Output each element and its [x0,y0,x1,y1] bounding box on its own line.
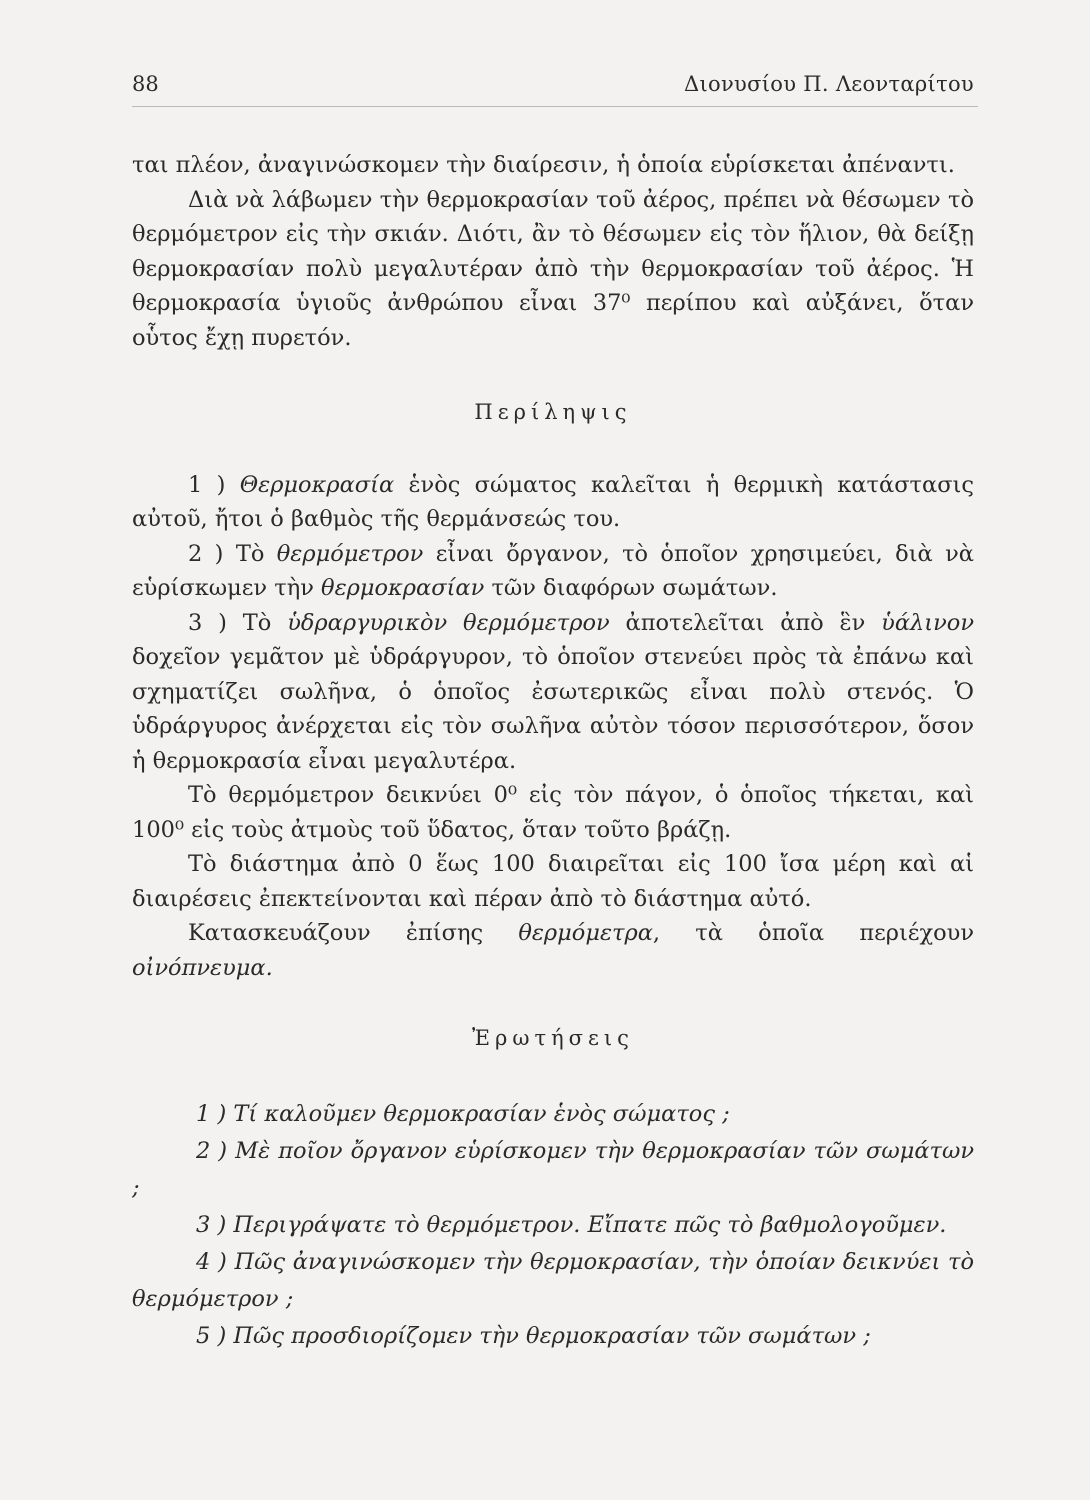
summary-term: ὑδραργυρικὸν θερμόμετρον [287,609,610,636]
summary-term: ὑάλινον [881,609,975,636]
summary-item-text: τῶν διαφόρων σωμάτων. [491,575,778,601]
summary-term: θερμόμετρον [276,540,424,567]
summary-item-2 [132,537,974,606]
question-number: 1 ) [196,1100,227,1127]
summary-item-number: 3 ) [188,609,227,636]
summary-item-text: Τὸ [235,540,265,567]
question-text: Τί καλοῦμεν θερμοκρασίαν ἑνὸς σώματος ; [233,1100,730,1127]
question-text: Πῶς προσδιορίζομεν τὴν θερμοκρασίαν τῶν σωμάτων ; [233,1322,871,1349]
summary-item-number: 1 ) [188,471,226,498]
question-item [132,1133,974,1207]
summary-item-number: 2 ) [188,540,224,567]
running-head: Διονυσίου Π. Λεονταρίτου [684,72,974,96]
intro-paragraph-1: ται πλέον, ἀναγινώσκομεν τὴν διαίρεσιν, ἡ ὁποία εὑρίσκεται ἀπέναντι. [132,152,955,178]
question-number: 2 ) [196,1137,228,1164]
summary-item-text: δοχεῖον γεμᾶτον μὲ ὑδράργυρον, τὸ ὁποῖον στενεύει πρὸς τὰ ἐπάνω καὶ σχηματίζει σωλῆνα, ὁ ὁποῖος ἐσωτερικῶς εἶναι πολὺ στενός. Ὁ ὑδράργυρος ἀνέρχεται εἰς τὸν σωλῆνα αὐτὸν τόσον περισσότερον, ὅσον ἡ θερμοκρασία εἶναι μεγαλυτέρα. [132,644,974,774]
summary-term: θερμόμετρα [518,920,653,946]
body-text [132,148,974,1355]
question-item [132,1244,974,1318]
summary-term: Θερμοκρασία [239,471,395,498]
page-header [132,72,974,108]
questions-heading: Ἐρωτήσεις [472,1026,634,1050]
summary-item-text: Κατασκευάζουν ἐπίσης [188,920,484,946]
question-number: 5 ) [196,1322,227,1349]
question-text: Μὲ ποῖον ὄργανον εὑρίσκομεν τὴν θερμοκρασίαν τῶν σωμάτων ; [132,1137,975,1201]
summary-item-text: εἶναι ὄργανον, τὸ ὁποῖον χρησιμεύει, διὰ νὰ εὑρίσκωμεν τὴν [132,540,974,601]
question-text: Περιγράψατε τὸ θερμόμετρον. Εἴπατε πῶς τὸ βαθμολογοῦμεν. [233,1211,947,1238]
summary-scale-paragraph: Τὸ θερμόμετρον δεικνύει 0⁰ εἰς τὸν πάγον, ὁ ὁποῖος τήκεται, καὶ 100⁰ εἰς τοὺς ἀτμοὺς τοῦ ὕδατος, ὅταν τοῦτο βράζῃ. [132,782,974,843]
summary-divisions-paragraph: Τὸ διάστημα ἀπὸ 0 ἕως 100 διαιρεῖται εἰς 100 ἴσα μέρη καὶ αἱ διαιρέσεις ἐπεκτείνονται καὶ πέραν ἀπὸ τὸ διάστημα αὐτό. [132,851,974,912]
question-number: 3 ) [196,1211,227,1238]
question-item [132,1207,974,1244]
summary-item-1 [132,468,974,537]
header-rule [132,106,978,107]
summary-heading: Περίληψις [474,400,632,424]
summary-term: οἰνόπνευμα. [132,954,273,981]
summary-item-text: ἑνὸς σώματος καλεῖται ἡ θερμικὴ κατάστασις αὐτοῦ, ἤτοι ὁ βαθμὸς τῆς θερμάνσεώς του. [132,471,974,532]
intro-paragraph-2: Διὰ νὰ λάβωμεν τὴν θερμοκρασίαν τοῦ ἀέρος, πρέπει νὰ θέσωμεν τὸ θερμόμετρον εἰς τὴν σκιάν. Διότι, ἂν τὸ θέσωμεν εἰς τὸν ἥλιον, θὰ δείξῃ θερμοκρασίαν πολὺ μεγαλυτέραν ἀπὸ τὴν θερμοκρασίαν τοῦ ἀέρος. Ἡ θερμοκρασία ὑγιοῦς ἀνθρώπου εἶναι 37⁰ περίπου καὶ αὐξάνει, ὅταν οὗτος ἔχῃ πυρετόν. [132,186,974,351]
question-text: Πῶς ἀναγινώσκομεν τὴν θερμοκρασίαν, τὴν ὁποίαν δεικνύει τὸ θερμόμετρον ; [132,1248,974,1312]
summary-term: θερμοκρασίαν [321,575,485,601]
question-item [132,1318,974,1355]
question-item [132,1096,974,1133]
question-number: 4 ) [196,1248,227,1275]
questions-list [132,1096,974,1355]
summary-item-3 [132,606,974,779]
summary-item-text: Τὸ [242,609,272,636]
page-number: 88 [132,72,159,96]
summary-alcohol-paragraph [132,916,974,985]
summary-item-text: , τὰ ὁποῖα περιέχουν [652,920,975,946]
summary-item-text: ἀποτελεῖται ἀπὸ ἓν [625,609,866,636]
